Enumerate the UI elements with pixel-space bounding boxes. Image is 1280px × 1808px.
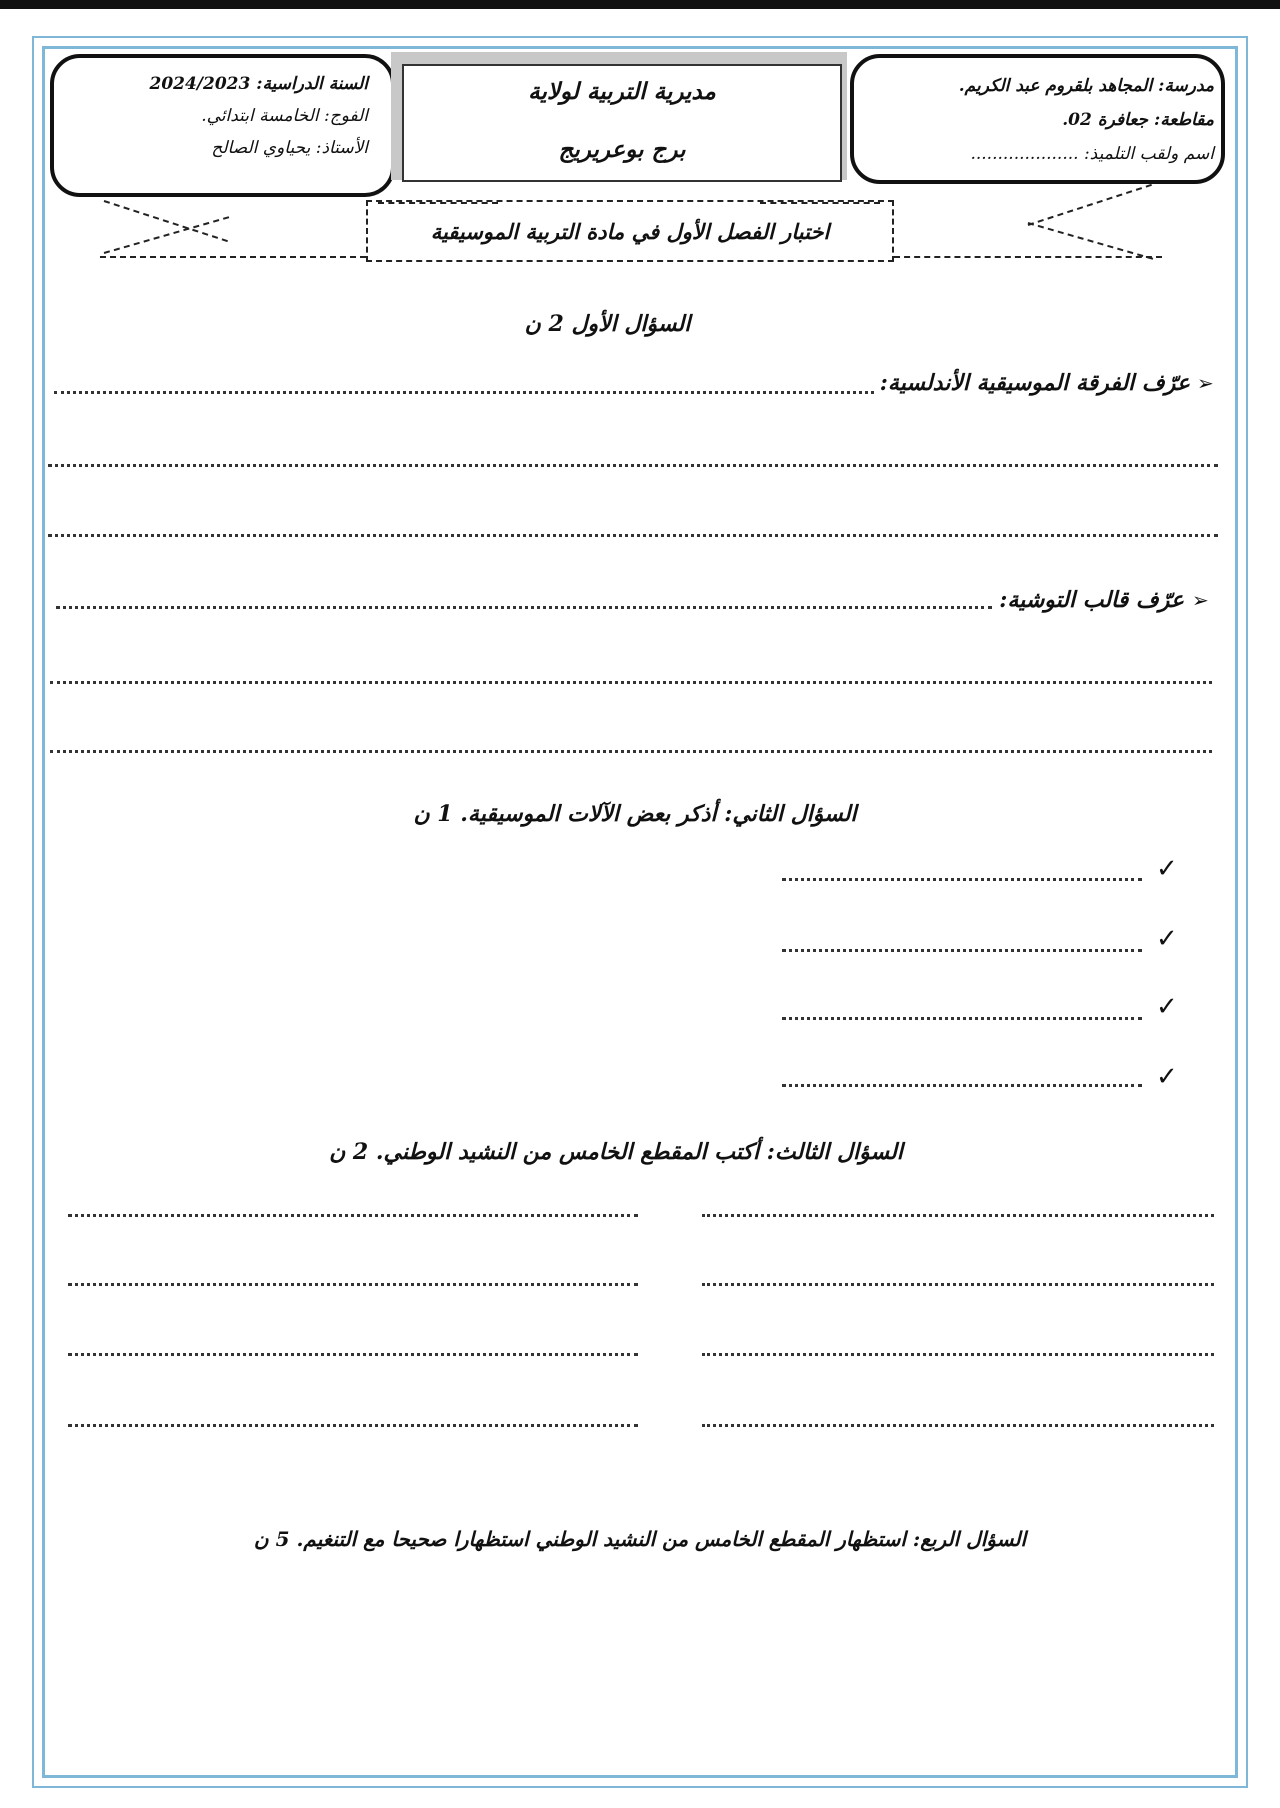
- teacher-name: الأستاذ: يحياوي الصالح: [211, 138, 368, 158]
- question-1-title: السؤال الأول 2 ن: [524, 311, 691, 337]
- question-4-title: السؤال الربع: استظهار المقطع الخامس من النشيد الوطني استظهارا صحيحا مع التنغيم. 5 ن: [253, 1527, 1027, 1551]
- bullet-arrow-icon: ➢: [1192, 588, 1209, 612]
- answer-line[interactable]: [782, 1084, 1142, 1087]
- answer-line[interactable]: [782, 949, 1142, 952]
- district-name: مقاطعة: جعافرة 02.: [1062, 110, 1214, 130]
- directorate-province: برج بوعريريج: [558, 136, 686, 163]
- answer-line[interactable]: [68, 1424, 638, 1427]
- decor-dash-right-base: [894, 256, 1162, 258]
- question-1-prompt-a: عرّف الفرقة الموسيقية الأندلسية:: [879, 370, 1190, 396]
- page-border-inner: [42, 46, 1238, 1778]
- answer-line[interactable]: [702, 1283, 1214, 1286]
- bullet-arrow-icon: ➢: [1197, 371, 1214, 395]
- answer-line[interactable]: [54, 391, 874, 394]
- check-icon: ✓: [1156, 1062, 1178, 1092]
- answer-line[interactable]: [50, 750, 1212, 753]
- check-icon: ✓: [1156, 854, 1178, 884]
- answer-line[interactable]: [48, 464, 1218, 467]
- answer-line[interactable]: [68, 1214, 638, 1217]
- directorate-title: مديرية التربية لولاية: [528, 78, 716, 105]
- answer-line[interactable]: [68, 1283, 638, 1286]
- decor-dash-left-base: [100, 256, 366, 258]
- answer-line[interactable]: [782, 878, 1142, 881]
- answer-line[interactable]: [56, 606, 992, 609]
- check-icon: ✓: [1156, 992, 1178, 1022]
- exam-title: اختبار الفصل الأول في مادة التربية الموسيقية: [430, 218, 830, 244]
- question-3-title: السؤال الثالث: أكتب المقطع الخامس من النشيد الوطني. 2 ن: [329, 1139, 903, 1165]
- school-name: مدرسة: المجاهد بلقروم عبد الكريم.: [958, 76, 1214, 96]
- top-edge-bar: [0, 0, 1280, 9]
- question-2-title: السؤال الثاني: أذكر بعض الآلات الموسيقية. 1 ن: [413, 801, 857, 827]
- answer-line[interactable]: [702, 1424, 1214, 1427]
- answer-line[interactable]: [68, 1353, 638, 1356]
- student-name-field[interactable]: اسم ولقب التلميذ: ....................: [970, 144, 1214, 164]
- school-year: السنة الدراسية: 2024/2023: [149, 74, 368, 94]
- class-level: الفوج: الخامسة ابتدائي.: [201, 106, 368, 126]
- answer-line[interactable]: [702, 1353, 1214, 1356]
- answer-line[interactable]: [702, 1214, 1214, 1217]
- answer-line[interactable]: [50, 681, 1212, 684]
- check-icon: ✓: [1156, 924, 1178, 954]
- answer-line[interactable]: [48, 534, 1218, 537]
- question-1-prompt-b: عرّف قالب التوشية:: [999, 587, 1184, 613]
- answer-line[interactable]: [782, 1017, 1142, 1020]
